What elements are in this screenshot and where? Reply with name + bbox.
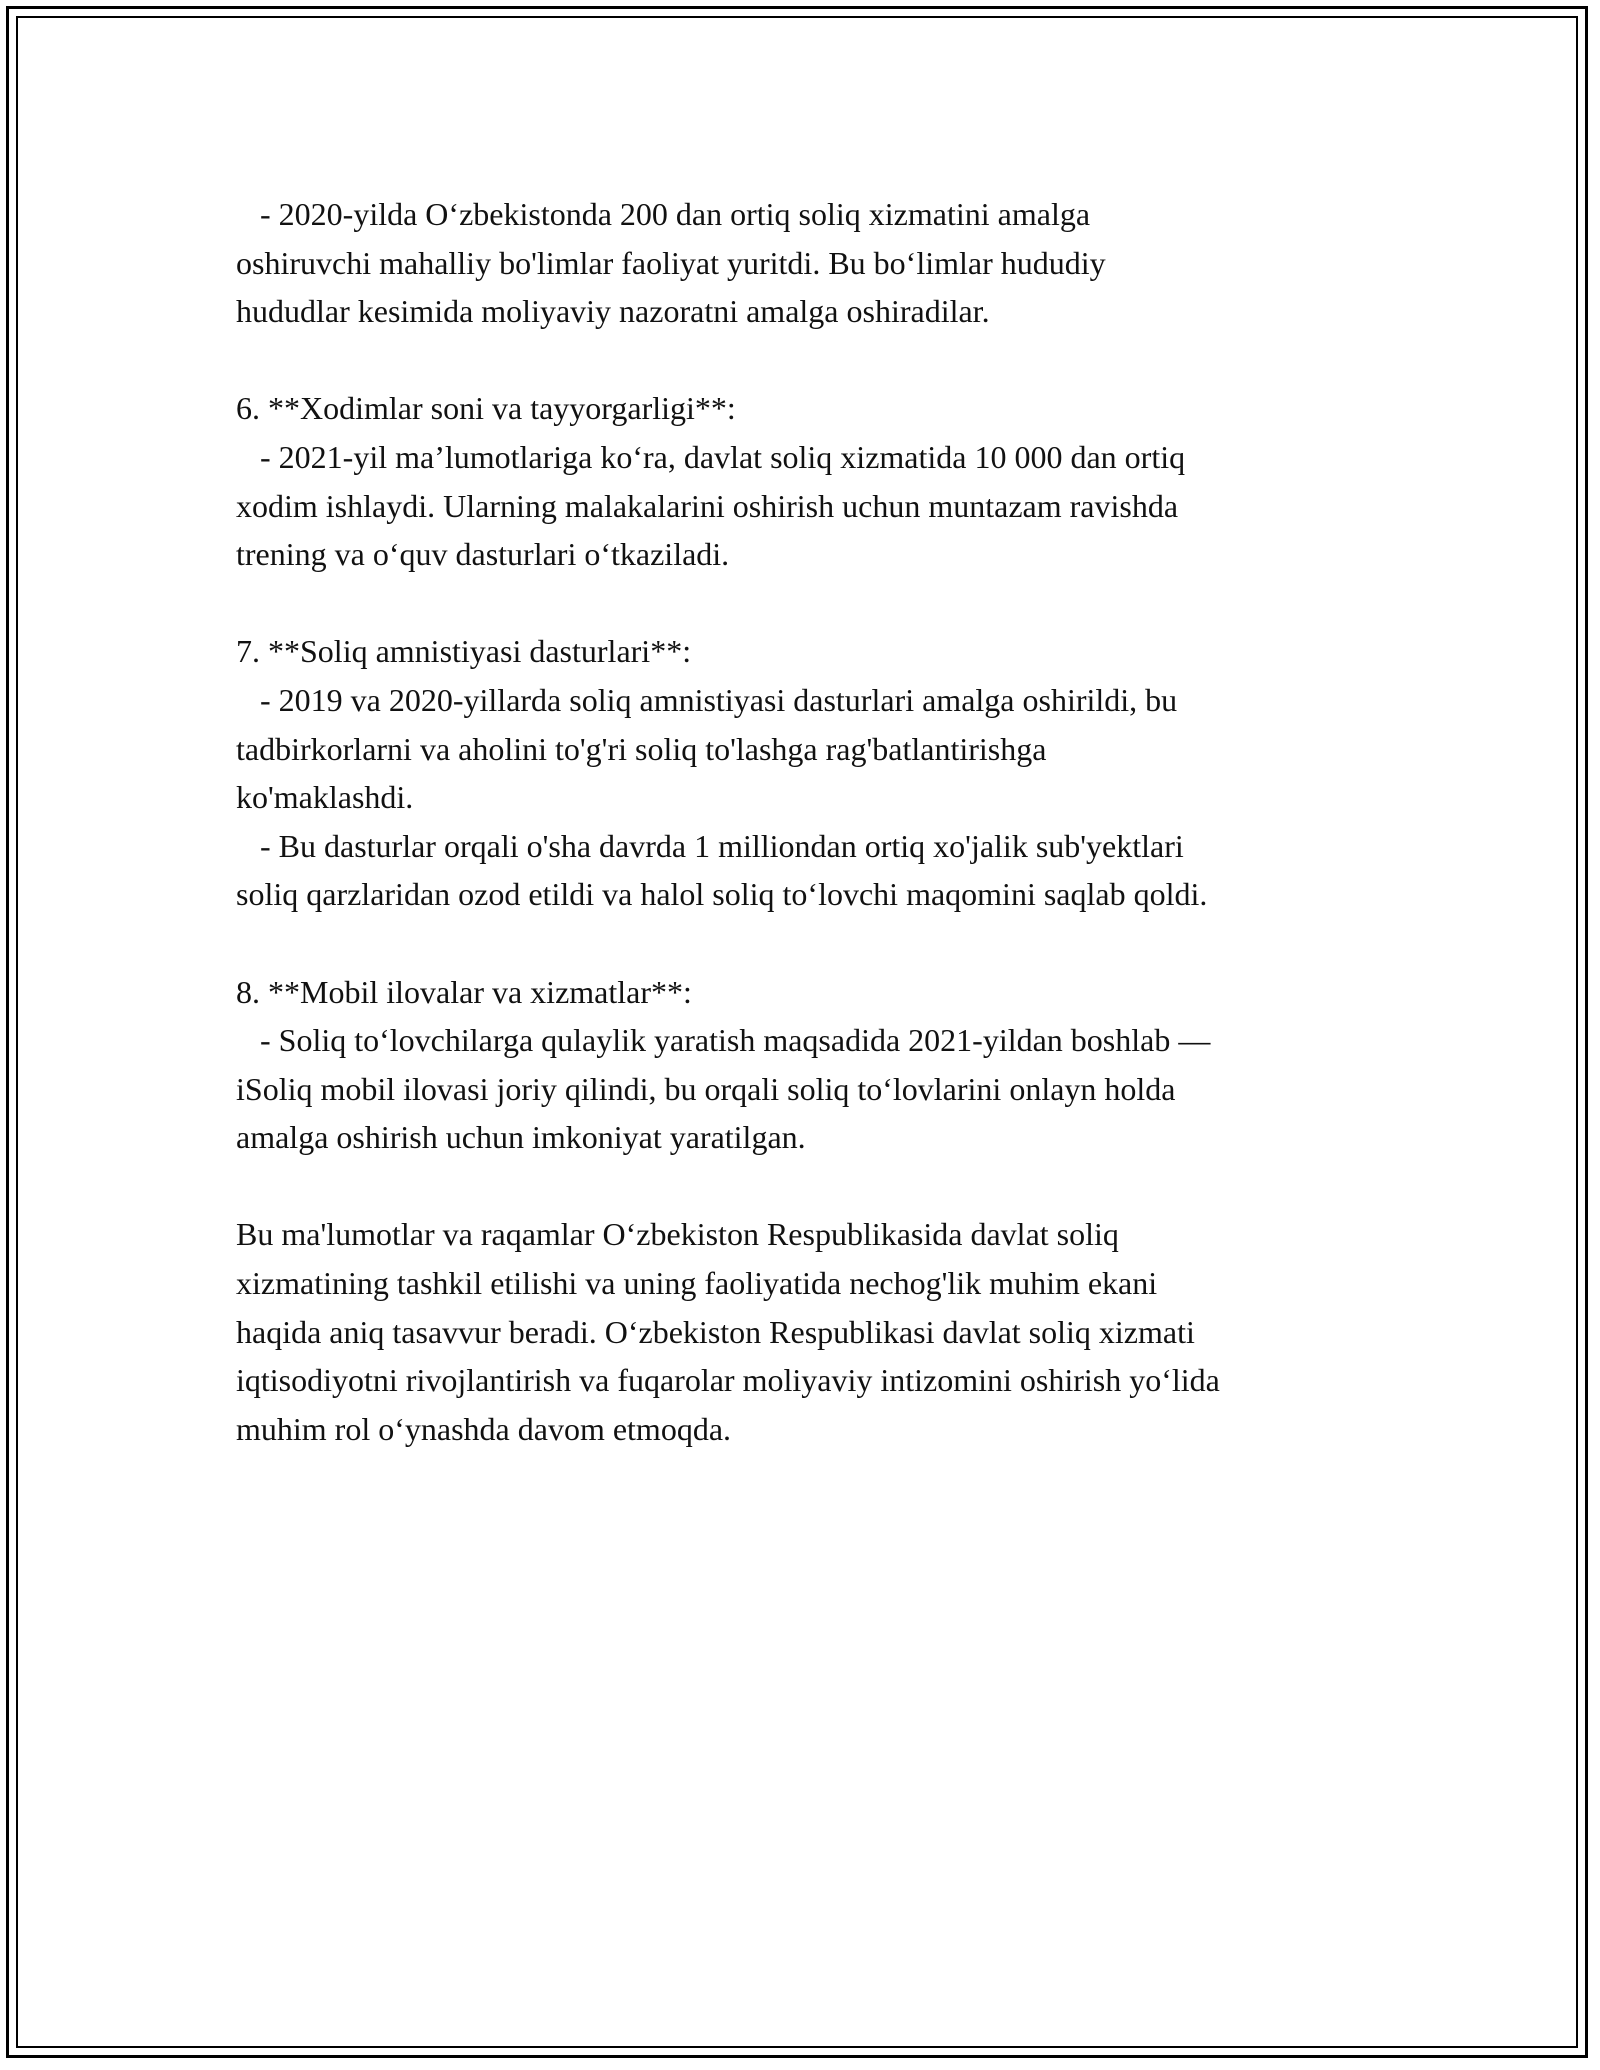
text-line: soliq qarzlaridan ozod etildi va halol soliq to‘lovchi maqomini saqlab qoldi. bbox=[236, 876, 1208, 913]
text-line: iSoliq mobil ilovasi joriy qilindi, bu orqali soliq to‘lovlarini onlayn holda bbox=[236, 1070, 1176, 1107]
document-body bbox=[236, 190, 1416, 1453]
section-heading-6: 6. **Xodimlar soni va tayyorgarligi**: bbox=[236, 390, 736, 427]
text-line: - Bu dasturlar orqali o'sha davrda 1 milliondan ortiq xo'jalik sub'yektlari bbox=[236, 827, 1184, 864]
text-line: - 2021-yil ma’lumotlariga ko‘ra, davlat soliq xizmatida 10 000 dan ortiq bbox=[236, 438, 1186, 475]
text-line: ko'maklashdi. bbox=[236, 779, 414, 816]
text-line: xodim ishlaydi. Ularning malakalarini oshirish uchun muntazam ravishda bbox=[236, 487, 1179, 524]
conclusion-line: xizmatining tashkil etilishi va uning faoliyatida nechog'lik muhim ekani bbox=[236, 1265, 1158, 1302]
text-line: - 2019 va 2020-yillarda soliq amnistiyasi dasturlari amalga oshirildi, bu bbox=[236, 681, 1178, 718]
text-line: tadbirkorlarni va aholini to'g'ri soliq to'lashga rag'batlantirishga bbox=[236, 730, 1047, 767]
conclusion-line: Bu ma'lumotlar va raqamlar O‘zbekiston Respublikasida davlat soliq bbox=[236, 1216, 1119, 1253]
paragraph-gap bbox=[236, 336, 1416, 385]
text-line: - 2020-yilda O‘zbekistonda 200 dan ortiq soliq xizmatini amalga bbox=[236, 196, 1091, 232]
text-line: - Soliq to‘lovchilarga qulaylik yaratish maqsadida 2021-yildan boshlab — bbox=[236, 1022, 1211, 1059]
conclusion-line: iqtisodiyotni rivojlantirish va fuqarolar moliyaviy intizomini oshirish yo‘lida bbox=[236, 1362, 1220, 1399]
text-line: trening va o‘quv dasturlari o‘tkaziladi. bbox=[236, 536, 730, 573]
paragraph-gap bbox=[236, 919, 1416, 968]
conclusion-line: muhim rol o‘ynashda davom etmoqda. bbox=[236, 1410, 732, 1447]
conclusion-line: haqida aniq tasavvur beradi. O‘zbekiston Respublikasi davlat soliq xizmati bbox=[236, 1313, 1195, 1350]
text-line: hududlar kesimida moliyaviy nazoratni amalga oshiradilar. bbox=[236, 293, 990, 330]
section-heading-8: 8. **Mobil ilovalar va xizmatlar**: bbox=[236, 973, 692, 1010]
section-heading-7: 7. **Soliq amnistiyasi dasturlari**: bbox=[236, 633, 692, 670]
text-line: oshiruvchi mahalliy bo'limlar faoliyat yuritdi. Bu bo‘limlar hududiy bbox=[236, 244, 1106, 281]
paragraph-gap bbox=[236, 579, 1416, 628]
text-line: amalga oshirish uchun imkoniyat yaratilgan. bbox=[236, 1119, 806, 1156]
paragraph-gap bbox=[236, 1162, 1416, 1211]
